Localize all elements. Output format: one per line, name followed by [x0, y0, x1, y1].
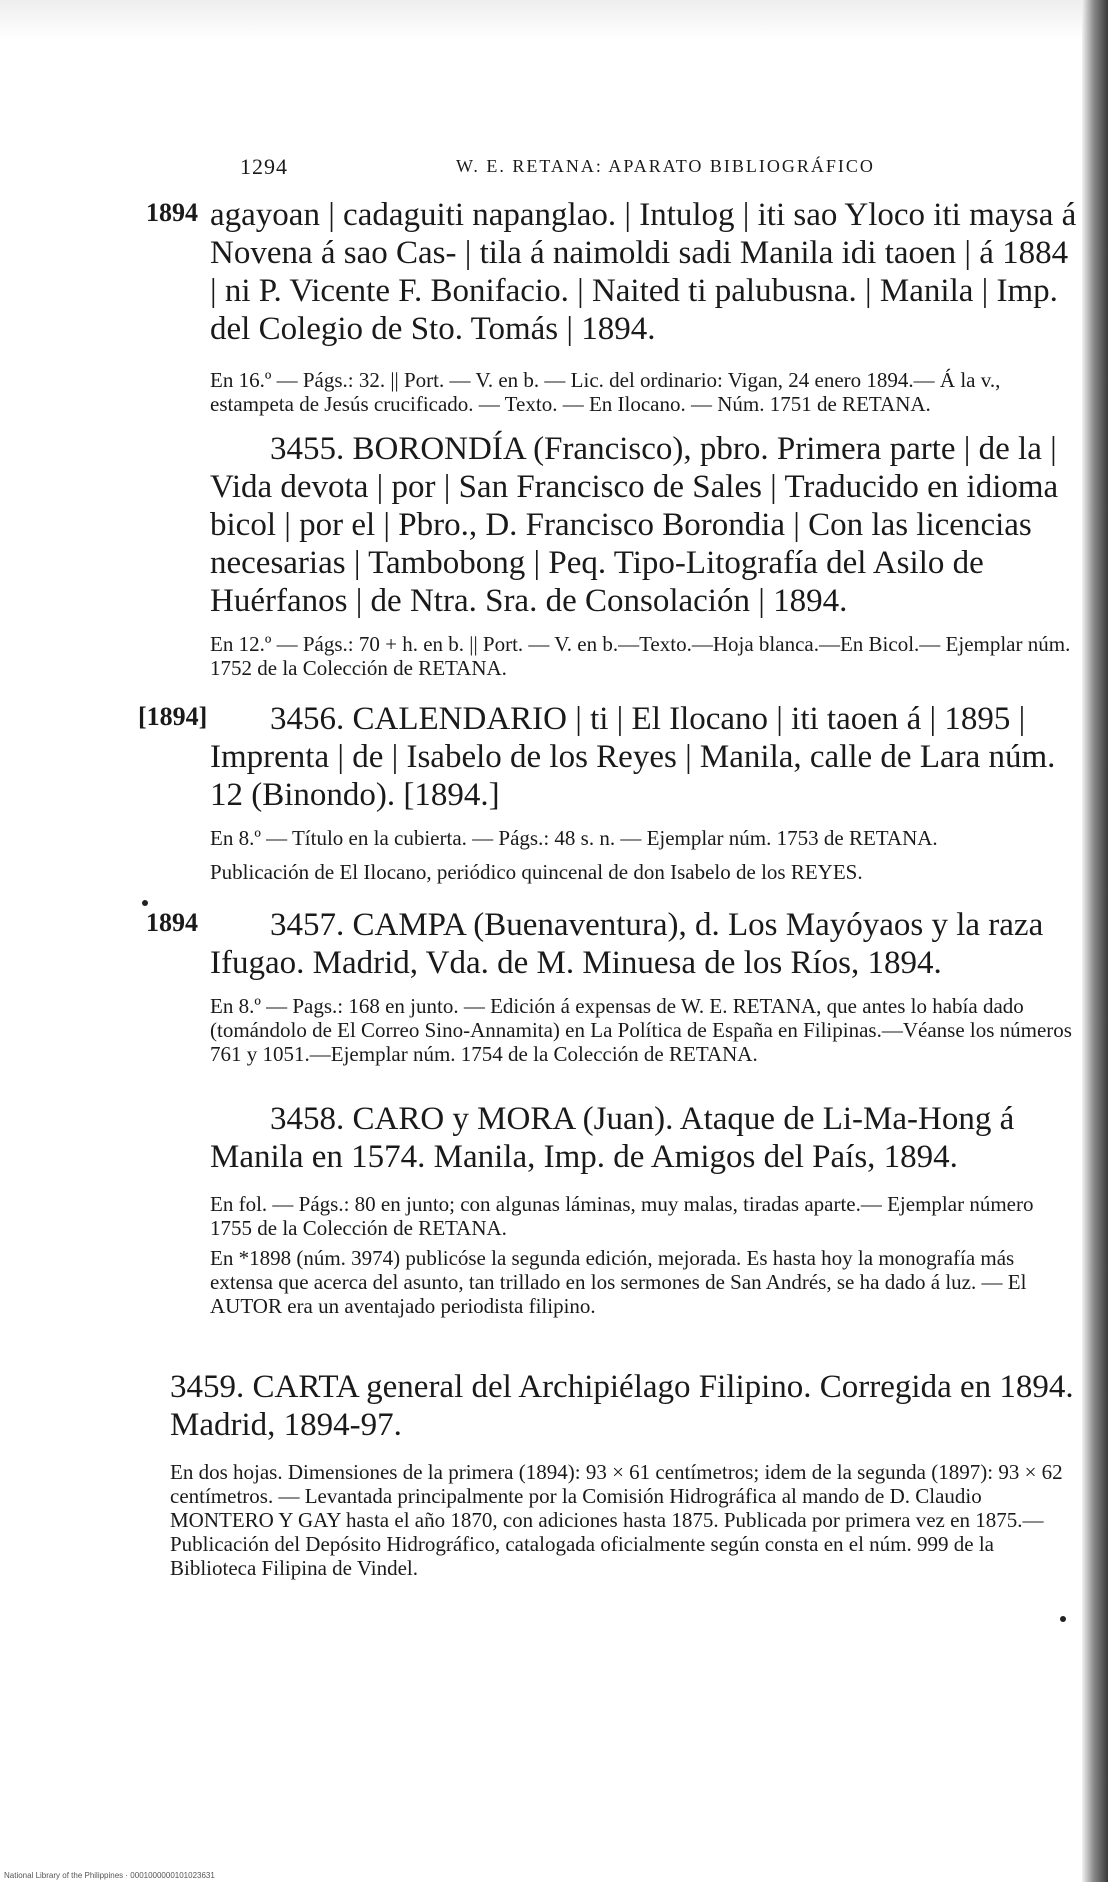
ink-spot [142, 900, 148, 906]
entry-note: Publicación de El Ilocano, periódico quincenal de don Isabelo de los REYES. [210, 860, 863, 884]
entry-note: En 12.º — Págs.: 70 + h. en b. || Port. — V. en b.—Texto.—Hoja blanca.—En Bicol.— Ejemplar núm. 1752 de la Colección de RETANA. [210, 632, 1071, 680]
ink-spot [1060, 1616, 1066, 1622]
entry-note: En *1898 (núm. 3974) publicóse la segunda edición, mejorada. Es hasta hoy la monografía más extensa que acerca del asunto, tan trillado en los sermones de San Andrés, se ha dado á luz. — El AUTOR era un aventajado periodista filipino. [210, 1246, 1027, 1318]
running-title: W. E. RETANA: APARATO BIBLIOGRÁFICO [456, 156, 875, 176]
entry-heading [210, 700, 1090, 814]
entry-heading [210, 430, 1090, 620]
entry-title: CARO y MORA (Juan). Ataque de Li-Ma-Hong á Manila en 1574. Manila, Imp. de Amigos del País, 1894. [210, 1101, 1015, 1175]
entry-heading [210, 1100, 1090, 1176]
entry-year: 1894 [146, 908, 198, 937]
entry-note: En 16.º — Págs.: 32. || Port. — V. en b. — Lic. del ordinario: Vigan, 24 enero 1894.— Á la v., estampeta de Jesús crucificado. — Texto. — En Ilocano. — Núm. 1751 de RETANA. [210, 368, 1001, 416]
entry-heading: agayoan | cadaguiti napanglao. | Intulog | iti sao Yloco iti maysa á Novena á sao Cas- | tila á naimoldi sadi Manila idi taoen | á 1884 | ni P. Vicente F. Bonifacio. | Naited ti palubusna. | Manila | Imp. del Colegio de Sto. Tomás | 1894. [210, 197, 1077, 347]
entry-number: 3458. [270, 1101, 345, 1137]
entry-heading [210, 906, 1090, 982]
entry-note: En dos hojas. Dimensiones de la primera (1894): 93 × 61 centímetros; idem de la segunda (1897): 93 × 62 centímetros. — Levantada principalmente por la Comisión Hidrográfica al mando de D. Claudio MONTERO Y GAY hasta el año 1870, con adiciones hasta 1875. Publicada por primera vez en 1875.—Publicación del Depósito Hidrográfico, catalogada oficialmente según consta en el núm. 999 de la Biblioteca Filipina de Vindel. [170, 1460, 1063, 1580]
entry-title: BORONDÍA (Francisco), pbro. Primera parte | de la | Vida devota | por | San Francisco de Sales | Traducido en idioma bicol | por el | Pbro., D. Francisco Borondia | Con las licencias necesarias | Tambobong | Peq. Tipo-Litografía del Asilo de Huérfanos | de Ntra. Sra. de Consolación | 1894. [210, 431, 1059, 619]
page-top-shade [0, 0, 1108, 40]
entry-number: 3457. [270, 907, 345, 943]
page-number: 1294 [240, 154, 288, 179]
entry-title: CARTA general del Archipiélago Filipino. Corregida en 1894. Madrid, 1894-97. [170, 1369, 1074, 1443]
entry-number: 3455. [270, 431, 345, 467]
entry-number: 3459. [170, 1369, 245, 1405]
entry-note: En fol. — Págs.: 80 en junto; con algunas láminas, muy malas, tiradas aparte.— Ejemplar número 1755 de la Colección de RETANA. [210, 1192, 1034, 1240]
entry-heading [170, 1368, 1090, 1444]
entry-note: En 8.º — Pags.: 168 en junto. — Edición á expensas de W. E. RETANA, que antes lo había dado (tomándolo de El Correo Sino-Annamita) en La Política de España en Filipinas.—Véanse los números 761 y 1051.—Ejemplar núm. 1754 de la Colección de RETANA. [210, 994, 1072, 1066]
library-credit: National Library of the Philippines · 0001000000101023631 [4, 1871, 215, 1880]
entry-title: CAMPA (Buenaventura), d. Los Mayóyaos y la raza Ifugao. Madrid, Vda. de M. Minuesa de los Ríos, 1894. [210, 907, 1044, 981]
entry-note: En 8.º — Título en la cubierta. — Págs.: 48 s. n. — Ejemplar núm. 1753 de RETANA. [210, 826, 938, 850]
entry-title: CALENDARIO | ti | El Ilocano | iti taoen á | 1895 | Imprenta | de | Isabelo de los Reyes | Manila, calle de Lara núm. 12 (Binondo). [1894.] [210, 701, 1056, 813]
entry-year: [1894] [138, 702, 208, 731]
running-head [0, 150, 1108, 180]
entry-number: 3456. [270, 701, 345, 737]
entry-year: 1894 [146, 198, 198, 227]
